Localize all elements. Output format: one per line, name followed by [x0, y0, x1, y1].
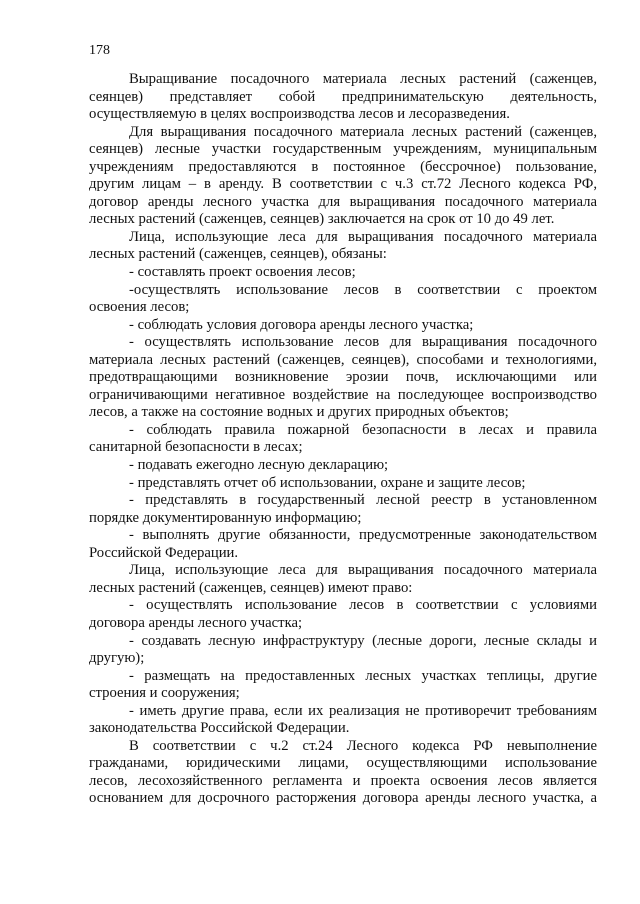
text-line: Для выращивания посадочного материала лесных растений (саженцев, — [129, 123, 597, 140]
text-line: другим лицам – в аренду. В соответствии с ч.3 ст.72 Лесного кодекса РФ, — [89, 176, 597, 193]
text-line: Российской Федерации. — [89, 544, 239, 561]
text-line: - составлять проект освоения лесов; — [129, 264, 356, 281]
text-line: - представлять отчет об использовании, охране и защите лесов; — [129, 474, 526, 491]
text-line: ограничивающими негативное воздействие на последующее воспроизводство — [89, 386, 597, 403]
text-line: - иметь другие права, если их реализация не противоречит требованиям — [129, 702, 597, 719]
text-line: порядке документированную информацию; — [89, 509, 362, 526]
text-line: - подавать ежегодно лесную декларацию; — [129, 457, 389, 474]
text-line: материала лесных растений (саженцев, сеянцев), способами и технологиями, — [89, 351, 597, 368]
text-line: лесов, лесохозяйственного регламента и проекта освоения лесов является — [89, 772, 597, 789]
text-line: лесов, а также на состояние водных и других природных объектов; — [89, 404, 509, 421]
text-line: - соблюдать условия договора аренды лесного участка; — [129, 316, 474, 333]
text-line: сеянцев) лесные участки государственным учреждениям, муниципальным — [89, 141, 597, 158]
text-line: договора аренды лесного участка; — [89, 614, 303, 631]
text-line: основанием для досрочного расторжения договора аренды лесного участка, а — [89, 790, 597, 807]
text-line: осуществляемую в целях воспроизводства лесов и лесоразведения. — [89, 106, 510, 123]
text-line: - размещать на предоставленных лесных участках теплицы, другие — [129, 667, 597, 684]
text-line: гражданами, юридическими лицами, осуществляющими использование — [89, 755, 597, 772]
text-line: учреждениям предоставляются в постоянное (бессрочное) пользование, — [89, 158, 597, 175]
text-line: санитарной безопасности в лесах; — [89, 439, 303, 456]
text-line: - осуществлять использование лесов в соответствии с условиями — [129, 597, 597, 614]
page-number: 178 — [89, 43, 110, 58]
text-line: В соответствии с ч.2 ст.24 Лесного кодекса РФ невыполнение — [129, 737, 597, 754]
text-line: Лица, использующие леса для выращивания посадочного материала — [129, 562, 597, 579]
document-text-body — [89, 71, 597, 808]
text-line: -осуществлять использование лесов в соответствии с проектом — [129, 281, 597, 298]
text-line: освоения лесов; — [89, 299, 190, 316]
text-line: другую); — [89, 650, 145, 667]
text-line: предотвращающими возникновение эрозии почв, исключающими или — [89, 369, 597, 386]
text-line: лесных растений (саженцев, сеянцев) заключается на срок от 10 до 49 лет. — [89, 211, 555, 228]
text-line: - соблюдать правила пожарной безопасности в лесах и правила — [129, 421, 597, 438]
text-line: договор аренды лесного участка для выращивания посадочного материала — [89, 193, 597, 210]
text-line: строения и сооружения; — [89, 685, 240, 702]
text-line: лесных растений (саженцев, сеянцев), обязаны: — [89, 246, 387, 263]
text-line: - представлять в государственный лесной реестр в установленном — [129, 492, 597, 509]
text-line: сеянцев) представляет собой предпринимательскую деятельность, — [89, 88, 597, 105]
text-line: - осуществлять использование лесов для выращивания посадочного — [129, 334, 597, 351]
text-line: Выращивание посадочного материала лесных растений (саженцев, — [129, 71, 597, 87]
text-line: законодательства Российской Федерации. — [89, 720, 350, 737]
text-line: лесных растений (саженцев, сеянцев) имеют право: — [89, 579, 413, 596]
text-line: - создавать лесную инфраструктуру (лесные дороги, лесные склады и — [129, 632, 597, 649]
text-line: - выполнять другие обязанности, предусмотренные законодательством — [129, 527, 597, 544]
text-line: Лица, использующие леса для выращивания посадочного материала — [129, 228, 597, 245]
